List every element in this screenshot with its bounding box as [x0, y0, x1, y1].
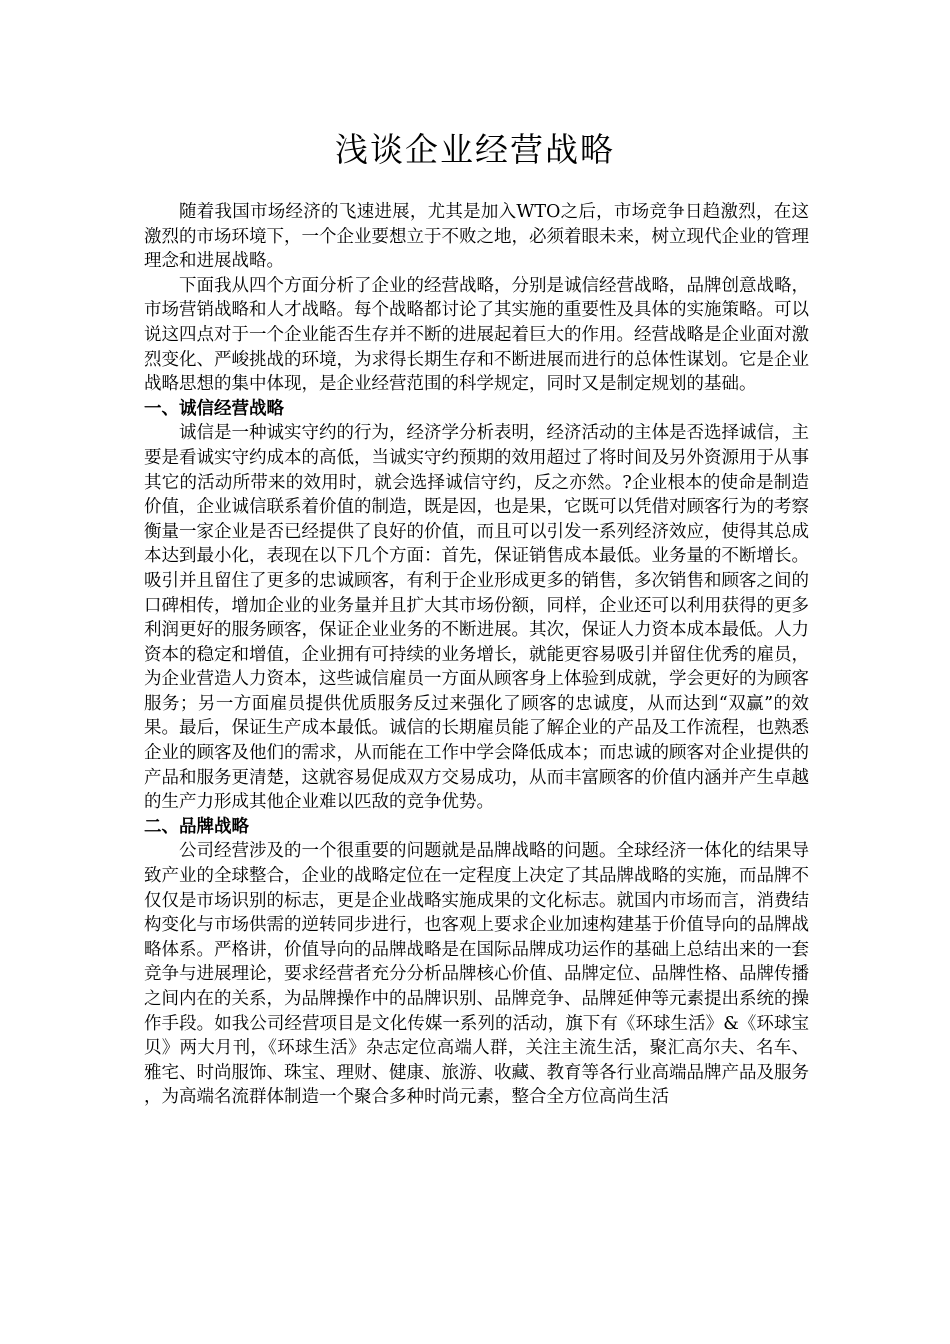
section-heading-integrity: 一、诚信经营战略: [144, 398, 284, 419]
section-heading-brand: 二、品牌战略: [144, 816, 249, 837]
section-body-integrity: 诚信是一种诚实守约的行为，经济学分析表明，经济活动的主体是否选择诚信，主要是看诚实守约成本的高低，当诚实守约预期的效用超过了将时间及另外资源用于从事其它的活动所带来的效用时，就会选择诚信守约，反之亦然。?企业根本的使命是制造价值，企业诚信联系着价值的制造，既是因，也是果，它既可以凭借对顾客行为的考察衡量一家企业是否已经提供了良好的价值，而且可以引发一系列经济效应，使得其总成本达到最小化，表现在以下几个方面：首先，保证销售成本最低。业务量的不断增长。吸引并且留住了更多的忠诚顾客，有利于企业形成更多的销售，多次销售和顾客之间的口碑相传，增加企业的业务量并且扩大其市场份额，同样，企业还可以利用获得的更多利润更好的服务顾客，保证企业业务的不断进展。其次，保证人力资本成本最低。人力资本的稳定和增值，企业拥有可持续的业务增长，就能更容易吸引并留住优秀的雇员，为企业营造人力资本，这些诚信雇员一方面从顾客身上体验到成就，学会更好的为顾客服务；另一方面雇员提供优质服务反过来强化了顾客的忠诚度，从而达到“双赢”的效果。最后，保证生产成本最低。诚信的长期雇员能了解企业的产品及工作流程，也熟悉企业的顾客及他们的需求，从而能在工作中学会降低成本；而忠诚的顾客对企业提供的产品和服务更清楚，这就容易促成双方交易成功，从而丰富顾客的价值内涵并产生卓越的生产力形成其他企业难以匹敌的竞争优势。: [144, 423, 809, 813]
document-body: [144, 200, 809, 1110]
document-title: 浅谈企业经营战略: [335, 130, 615, 169]
intro-paragraph-1: 随着我国市场经济的飞速进展，尤其是加入WTO之后，市场竞争日趋激烈，在这激烈的市场环境下，一个企业要想立于不败之地，必须着眼未来，树立现代企业的管理理念和进展战略。: [144, 202, 809, 272]
section-body-brand: 公司经营涉及的一个很重要的问题就是品牌战略的问题。全球经济一体化的结果导致产业的全球整合，企业的战略定位在一定程度上决定了其品牌战略的实施，而品牌不仅仅是市场识别的标志，更是企业战略实施成果的文化标志。就国内市场而言，消费结构变化与市场供需的逆转同步进行，也客观上要求企业加速构建基于价值导向的品牌战略体系。严格讲，价值导向的品牌战略是在国际品牌成功运作的基础上总结出来的一套竞争与进展理论，要求经营者充分分析品牌核心价值、品牌定位、品牌性格、品牌传播之间内在的关系，为品牌操作中的品牌识别、品牌竞争、品牌延伸等元素提出系统的操作手段。如我公司经营项目是文化传媒一系列的活动，旗下有《环球生活》&《环球宝贝》两大月刊，《环球生活》杂志定位高端人群，关注主流生活，聚汇高尔夫、名车、雅宅、时尚服饰、珠宝、理财、健康、旅游、收藏、教育等各行业高端品牌产品及服务，为高端名流群体制造一个聚合多种时尚元素，整合全方位高尚生活: [144, 841, 809, 1108]
intro-paragraph-2: 下面我从四个方面分析了企业的经营战略，分别是诚信经营战略，品牌创意战略，市场营销战略和人才战略。每个战略都讨论了其实施的重要性及具体的实施策略。可以说这四点对于一个企业能否生存并不断的进展起着巨大的作用。经营战略是企业面对激烈变化、严峻挑战的环境，为求得长期生存和不断进展而进行的总体性谋划。它是企业战略思想的集中体现，是企业经营范围的科学规定，同时又是制定规划的基础。: [144, 275, 809, 395]
